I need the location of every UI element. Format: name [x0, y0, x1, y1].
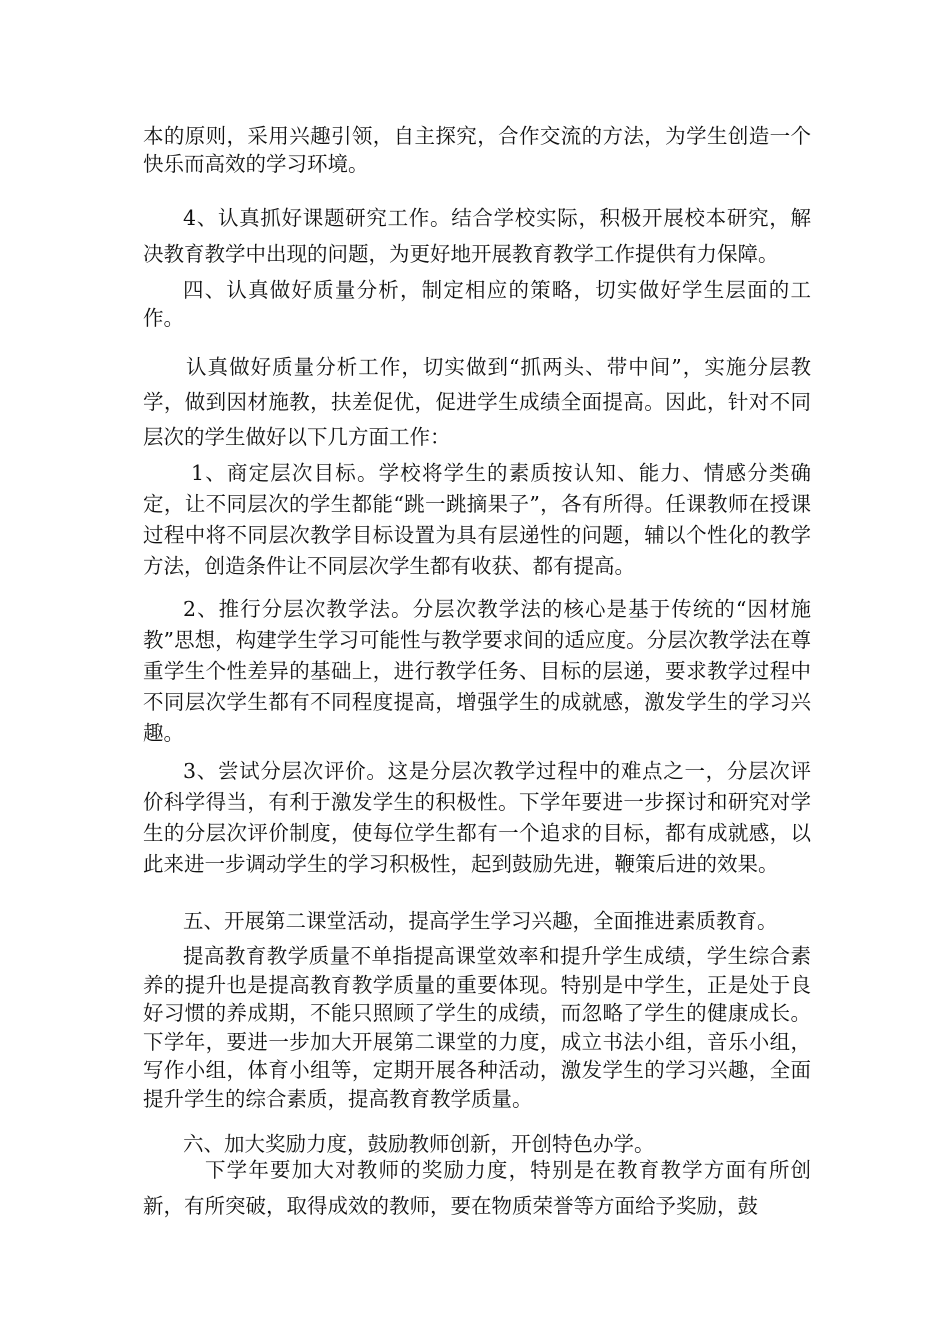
paragraph-item-4-research: 4、认真抓好课题研究工作。结合学校实际，积极开展校本研究，解决教育教学中出现的问题，为更好地开展教育教学工作提供有力保障。 [143, 206, 811, 266]
paragraph-second-classroom: 提高教育教学质量不单指提高课堂效率和提升学生成绩，学生综合素养的提升也是提高教育教学质量的重要体现。特别是中学生，正是处于良好习惯的养成期，不能只照顾了学生的成绩，而忽略了学生的健康成长。下学年，要进一步加大开展第二课堂的力度，成立书法小组，音乐小组，写作小组，体育小组等，定期开展各种活动，激发学生的学习兴趣，全面提升学生的综合素质，提高教育教学质量。 [143, 944, 811, 1111]
heading-section-4-quality-analysis: 四、认真做好质量分析，制定相应的策略，切实做好学生层面的工作。 [143, 278, 811, 330]
heading-section-5-activities: 五、开展第二课堂活动，提高学生学习兴趣，全面推进素质教育。 [183, 909, 778, 933]
heading-section-6-rewards: 六、加大奖励力度，鼓励教师创新，开创特色办学。 [183, 1132, 655, 1156]
paragraph-quality-analysis: 认真做好质量分析工作，切实做到“抓两头、带中间”，实施分层教学，做到因材施教，扶差促优，促进学生成绩全面提高。因此，针对不同层次的学生做好以下几方面工作： [143, 355, 811, 449]
paragraph-item-2-teaching-method: 2、推行分层次教学法。分层次教学法的核心是基于传统的“因材施教”思想，构建学生学习可能性与教学要求间的适应度。分层次教学法在尊重学生个性差异的基础上，进行教学任务、目标的层递，要求教学过程中不同层次学生都有不同程度提高，增强学生的成就感，激发学生的学习兴趣。 [143, 597, 811, 745]
paragraph-item-1-goals: 1、商定层次目标。学校将学生的素质按认知、能力、情感分类确定，让不同层次的学生都能“跳一跳摘果子”，各有所得。任课教师在授课过程中将不同层次教学目标设置为具有层递性的问题，辅以个性化的教学方法，创造条件让不同层次学生都有收获、都有提高。 [143, 461, 811, 578]
paragraph-principle-continuation: 本的原则，采用兴趣引领，自主探究，合作交流的方法，为学生创造一个快乐而高效的学习环境。 [143, 124, 811, 176]
paragraph-item-3-evaluation: 3、尝试分层次评价。这是分层次教学过程中的难点之一，分层次评价科学得当，有利于激发学生的积极性。下学年要进一步探讨和研究对学生的分层次评价制度，使每位学生都有一个追求的目标，都有成就感，以此来进一步调动学生的学习积极性，起到鼓励先进，鞭策后进的效果。 [143, 759, 811, 876]
paragraph-teacher-rewards: 下学年要加大对教师的奖励力度，特别是在教育教学方面有所创新，有所突破，取得成效的教师，要在物质荣誉等方面给予奖励，鼓 [143, 1158, 811, 1218]
